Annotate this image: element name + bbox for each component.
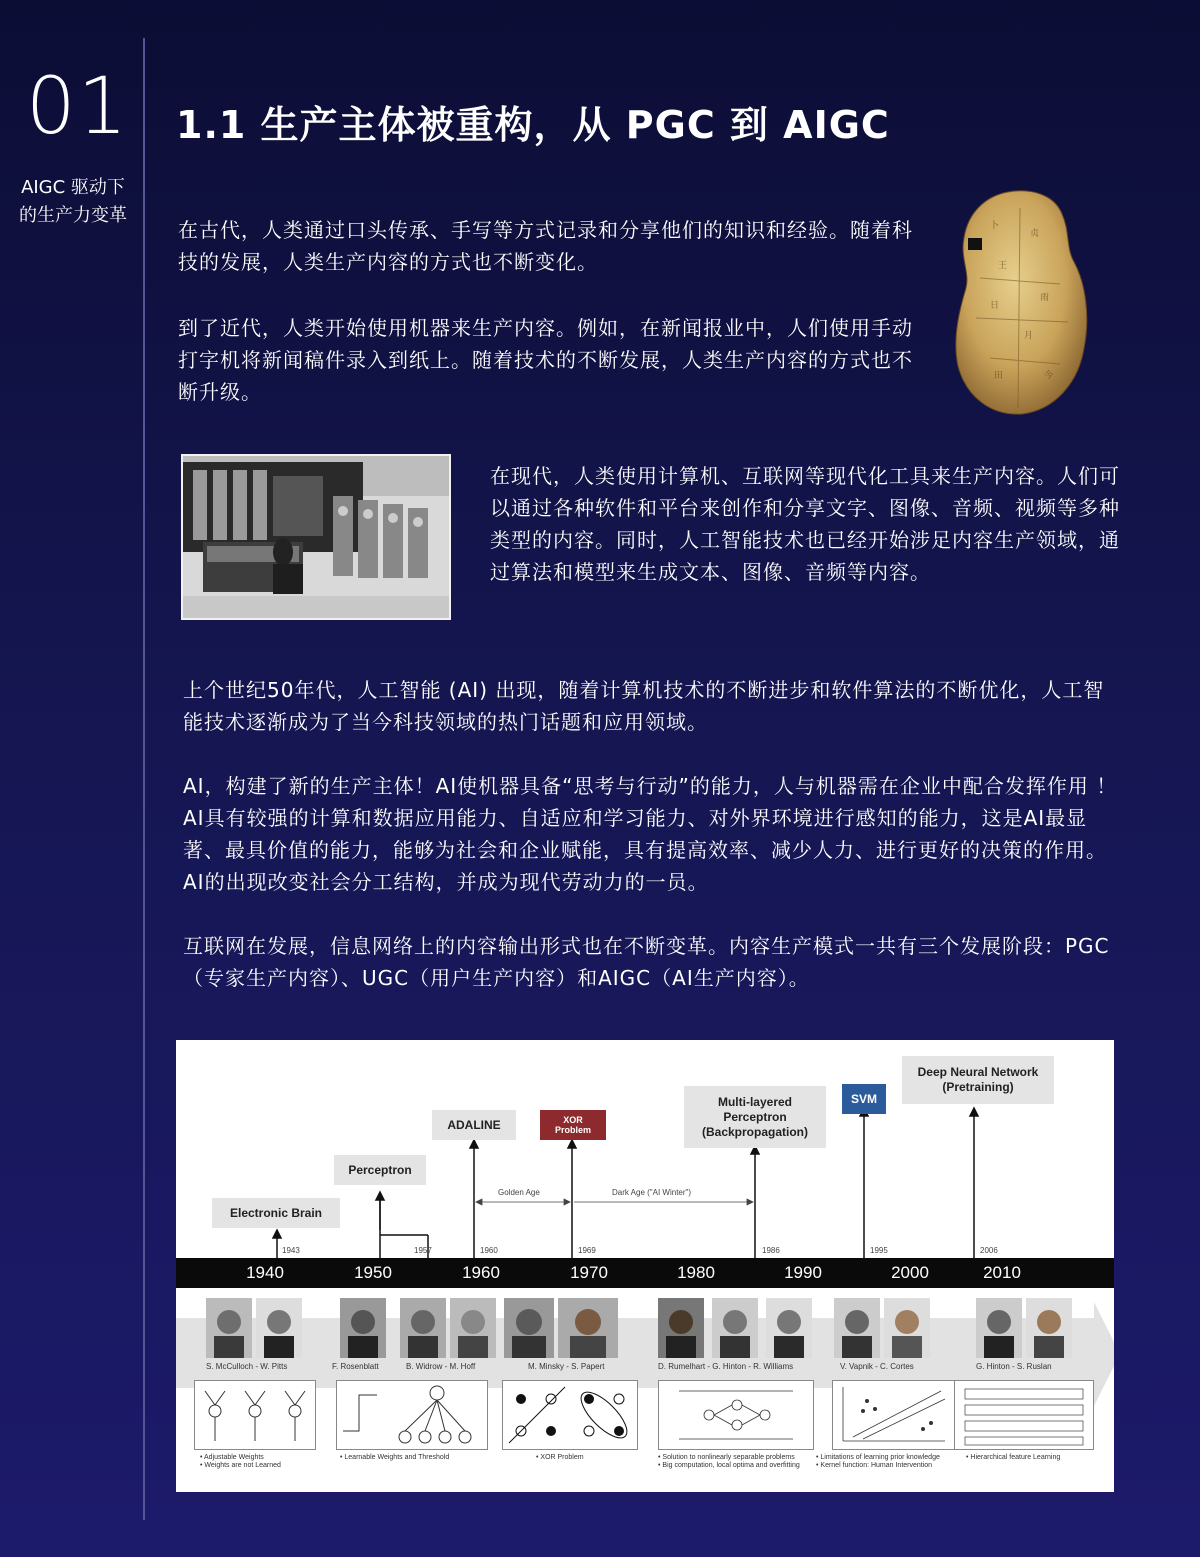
portrait [658, 1298, 704, 1358]
xor-sublabel: Problem [554, 1125, 591, 1135]
portrait [504, 1298, 554, 1358]
portrait [256, 1298, 302, 1358]
svg-text:贞: 贞 [1030, 229, 1040, 239]
decade-2010: 2010 [983, 1263, 1021, 1282]
paragraph-ancient: 在古代，人类通过口头传承、手写等方式记录和分享他们的知识和经验。随着科技的发展，人类生产内容的方式也不断变化。 [178, 218, 913, 274]
milestone-xor [540, 1110, 606, 1140]
diagram-xor [502, 1380, 638, 1450]
year-1986: 1986 [762, 1246, 780, 1255]
people-minsky-papert: M. Minsky - S. Papert [528, 1362, 605, 1371]
note-perceptron: • Learnable Weights and Threshold [340, 1454, 450, 1461]
year-1943: 1943 [282, 1246, 300, 1255]
portrait [766, 1298, 812, 1358]
milestone-dnn: Deep Neural Network (Pretraining) [902, 1056, 1054, 1104]
neural-network-timeline-figure [176, 1040, 1114, 1492]
decade-1940: 1940 [246, 1263, 284, 1282]
svg-text:卜: 卜 [990, 221, 1000, 231]
decade-bar [176, 1258, 1114, 1288]
portrait [340, 1298, 386, 1358]
decade-1960: 1960 [462, 1263, 500, 1282]
people-rumelhart-hinton-williams: D. Rumelhart - G. Hinton - R. Williams [658, 1362, 794, 1371]
svg-text:月: 月 [1024, 331, 1034, 341]
milestone-mlp: Multi-layered Perceptron (Backpropagation) [684, 1086, 826, 1148]
sidebar [0, 0, 145, 1557]
decade-2000: 2000 [891, 1263, 929, 1282]
svg-text:日: 日 [990, 301, 1000, 311]
paragraph-content-stages: 互联网在发展，信息网络上的内容输出形式也在不断变革。内容生产模式一共有三个发展阶段：PGC（专家生产内容）、UGC（用户生产内容）和AIGC（AI生产内容）。 [183, 934, 1110, 990]
era-golden-age: Golden Age [498, 1188, 540, 1197]
decade-1980: 1980 [677, 1263, 715, 1282]
era-dark-age: Dark Age ("AI Winter") [612, 1188, 692, 1197]
page-title: 1.1 生产主体被重构，从 PGC 到 AIGC [176, 103, 890, 147]
computer-history-photo [181, 454, 451, 620]
note-backpropagation: • Solution to nonlinearly separable problems • Big computation, local optima and overfitting [658, 1454, 800, 1469]
diagram-perceptron [336, 1380, 488, 1450]
paragraph-ai-origin: 上个世纪50年代，人工智能 (AI) 出现，随着计算机技术的不断进步和软件算法的不断优化，人工智能技术逐渐成为了当今科技领域的热门话题和应用领域。 [183, 678, 1105, 734]
diagram-backpropagation [658, 1380, 814, 1450]
diagram-mcculloch-pitts [194, 1380, 316, 1450]
year-1957: 1957 [414, 1246, 432, 1255]
portrait [976, 1298, 1022, 1358]
diagram-deep-network [954, 1380, 1094, 1450]
milestone-svm: SVM [842, 1084, 886, 1114]
milestone-adaline: ADALINE [432, 1110, 516, 1140]
xor-label: XOR [563, 1115, 583, 1125]
oracle-bone-image [950, 188, 1090, 416]
people-vapnik-cortes: V. Vapnik - C. Cortes [840, 1362, 914, 1371]
year-1960: 1960 [480, 1246, 498, 1255]
milestone-perceptron: Perceptron [334, 1155, 426, 1185]
portrait [834, 1298, 880, 1358]
svg-text:雨: 雨 [1040, 293, 1050, 303]
people-rosenblatt: F. Rosenblatt [332, 1362, 379, 1371]
portrait [558, 1298, 618, 1358]
diagram-svm [832, 1380, 956, 1450]
paragraph-modern-era: 到了近代，人类开始使用机器来生产内容。例如，在新闻报业中，人们使用手动打字机将新闻稿件录入到纸上。随着技术的不断发展，人类生产内容的方式也不断升级。 [178, 316, 913, 404]
note-xor: • XOR Problem [536, 1454, 584, 1461]
decade-1990: 1990 [784, 1263, 822, 1282]
people-band [176, 1318, 1096, 1388]
people-hinton-ruslan: G. Hinton - S. Ruslan [976, 1362, 1052, 1371]
portrait [206, 1298, 252, 1358]
sidebar-divider [143, 38, 145, 1520]
svg-text:田: 田 [994, 371, 1004, 381]
decade-1970: 1970 [570, 1263, 608, 1282]
note-deep-learning: • Hierarchical feature Learning [966, 1454, 1061, 1461]
portrait [400, 1298, 446, 1358]
band-arrow [1094, 1302, 1114, 1406]
milestone-electronic-brain: Electronic Brain [212, 1198, 340, 1228]
portrait [884, 1298, 930, 1358]
year-1969: 1969 [578, 1246, 596, 1255]
year-1995: 1995 [870, 1246, 888, 1255]
svg-text:今: 今 [1044, 371, 1054, 381]
paragraph-ai-production: AI，构建了新的生产主体！AI使机器具备“思考与行动”的能力，人与机器需在企业中配合发挥作用 ！AI具有较强的计算和数据应用能力、自适应和学习能力、对外界环境进行感知的能力，这是AI最显著、最具价值的能力，能够为社会和企业赋能，具有提高效率、减少人力、进行更好的决策的作用。AI的出现改变社会分工结构，并成为现代劳动力的一员。 [183, 774, 1118, 894]
svg-text:王: 王 [998, 261, 1008, 271]
portrait [712, 1298, 758, 1358]
people-mcculloch-pitts: S. McCulloch - W. Pitts [206, 1362, 288, 1371]
people-widrow-hoff: B. Widrow - M. Hoff [406, 1362, 476, 1371]
note-svm: • Limitations of learning prior knowledge • Kernel function: Human Intervention [816, 1454, 940, 1469]
year-2006: 2006 [980, 1246, 998, 1255]
decade-1950: 1950 [354, 1263, 392, 1282]
chapter-number: 01 [26, 62, 130, 152]
note-mcculloch-pitts: • Adjustable Weights • Weights are not Learned [200, 1454, 281, 1469]
portrait [1026, 1298, 1072, 1358]
portrait [450, 1298, 496, 1358]
paragraph-contemporary: 在现代，人类使用计算机、互联网等现代化工具来生产内容。人们可以通过各种软件和平台来创作和分享文字、图像、音频、视频等多种类型的内容。同时，人工智能技术也已经开始涉足内容生产领域，通过算法和模型来生成文本、图像、音频等内容。 [490, 464, 1120, 584]
chapter-label: AIGC 驱动下的生产力变革 [19, 177, 127, 226]
